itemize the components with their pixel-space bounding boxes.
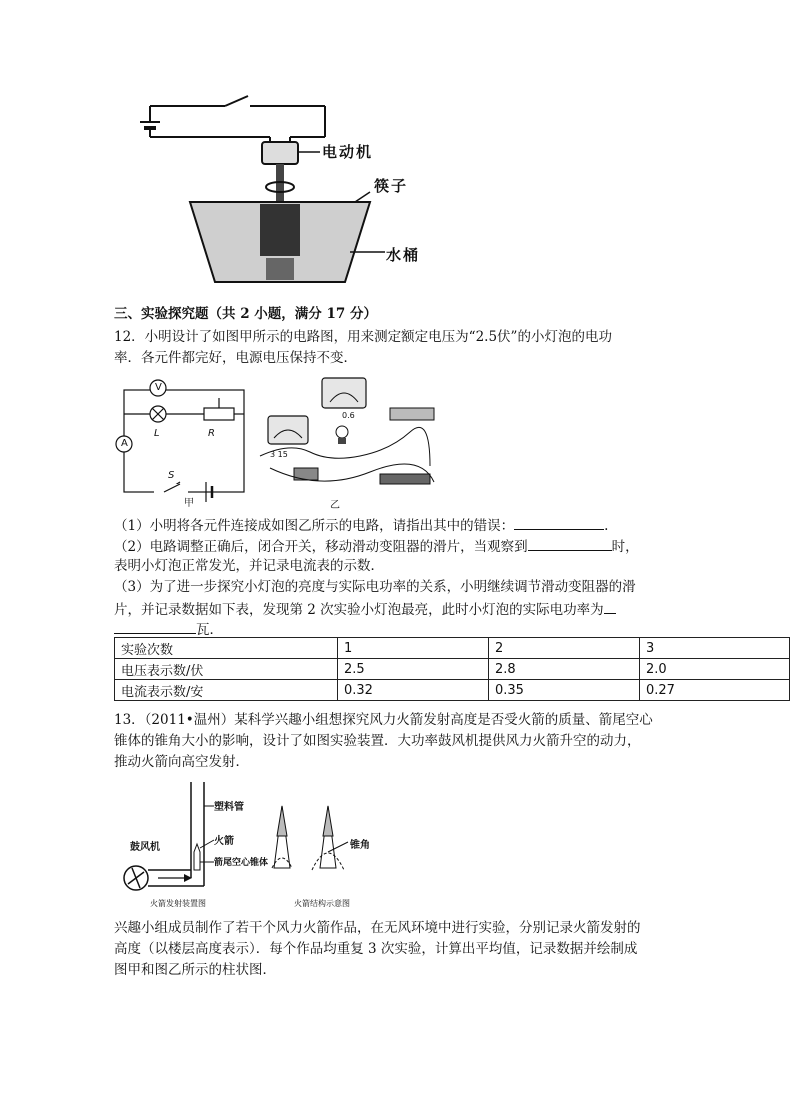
table-cell: 2: [489, 638, 640, 659]
figure-yi-caption: 乙: [330, 500, 340, 511]
rocket-structure-caption: 火箭结构示意图: [294, 899, 350, 908]
q13-line1: 13．（2011•温州）某科学兴趣小组想探究风力火箭发射高度是否受火箭的质量、箭尾空心: [114, 712, 653, 728]
table-cell: 0.27: [640, 680, 790, 701]
q12-line1: 12．小明设计了如图甲所示的电路图，用来测定额定电压为“2.5伏”的小灯泡的电功: [114, 329, 612, 345]
table-cell: 3: [640, 638, 790, 659]
q12-sub3-text-c: 瓦．: [196, 622, 223, 638]
resistor-label: R: [208, 428, 215, 439]
answer-blank-3b[interactable]: [114, 618, 196, 634]
table-cell: 2.0: [640, 659, 790, 680]
q13-para-line2: 高度（以楼层高度表示）．每个作品均重复 3 次实验，计算出平均值，记录数据并绘制成: [114, 941, 638, 957]
q13-para-line3: 图甲和图乙所示的柱状图．: [114, 962, 276, 978]
q13-line2: 锥体的锥角大小的影响，设计了如图实验装置．大功率鼓风机提供风力火箭升空的动力，: [114, 733, 641, 749]
switch-label: S: [168, 470, 175, 481]
q12-sub3-line1: （3）为了进一步探究小灯泡的亮度与实际电功率的关系，小明继续调节滑动变阻器的滑: [114, 579, 636, 595]
q12-sub2-line2: 表明小灯泡正常发光，并记录电流表的示数．: [114, 558, 384, 574]
table-cell: 电流表示数/安: [115, 680, 338, 701]
q12-sub2: [114, 535, 639, 557]
q12-sub3-text-b: 片，并记录数据如下表，发现第 2 次实验小灯泡最亮，此时小灯泡的实际电功率为: [114, 602, 604, 618]
voltmeter-symbol: V: [155, 382, 162, 393]
table-cell: 0.32: [338, 680, 489, 701]
table-cell: 1: [338, 638, 489, 659]
plastic-tube-label: 塑料管: [214, 802, 244, 813]
table-cell: 0.35: [489, 680, 640, 701]
q13-line3: 推动火箭向高空发射．: [114, 754, 249, 770]
answer-blank-3a[interactable]: [604, 598, 616, 614]
lamp-label: L: [154, 428, 160, 439]
table-cell: 实验次数: [115, 638, 338, 659]
cone-tail-label: 箭尾空心锥体: [214, 858, 269, 868]
experiment-data-table: [114, 637, 790, 701]
table-row: [115, 680, 790, 701]
table-cell: 2.5: [338, 659, 489, 680]
q12-sub1-end: .: [604, 518, 609, 534]
table-row: [115, 659, 790, 680]
q12-sub2-text-b: 时，: [611, 539, 639, 555]
voltmeter-terminals: 3 15: [270, 450, 288, 459]
chopstick-label: 筷子: [374, 177, 409, 195]
launch-device-caption: 火箭发射装置图: [150, 899, 206, 908]
answer-blank-2[interactable]: [528, 535, 612, 551]
q12-sub2-text-a: （2）电路调整正确后，闭合开关，移动滑动变阻器的滑片，当观察到: [114, 539, 528, 555]
ammeter-terminal: 0.6: [342, 411, 355, 420]
figure-jia-caption: 甲: [184, 498, 194, 509]
q12-sub1: [114, 514, 608, 536]
section-heading: 三、实验探究题（共 2 小题，满分 17 分）: [114, 306, 377, 322]
table-row: [115, 638, 790, 659]
q13-para-line1: 兴趣小组成员制作了若干个风力火箭作品，在无风环境中进行实验，分别记录火箭发射的: [114, 920, 641, 936]
bucket-label: 水桶: [386, 246, 421, 264]
rocket-label: 火箭: [214, 836, 234, 847]
circuit-photo-yi: [250, 372, 440, 504]
table-cell: 2.8: [489, 659, 640, 680]
circuit-diagram-jia: [114, 372, 264, 507]
blower-label: 鼓风机: [130, 842, 160, 853]
q12-sub3-line2: [114, 598, 616, 620]
cone-angle-label: 锥角: [350, 840, 370, 851]
ammeter-symbol: A: [121, 438, 128, 449]
q12-line2: 率．各元件都完好，电源电压保持不变．: [114, 350, 357, 366]
motor-label: 电动机: [322, 143, 374, 161]
q12-sub1-text: （1）小明将各元件连接成如图乙所示的电路，请指出其中的错误：: [114, 518, 515, 534]
table-cell: 电压表示数/伏: [115, 659, 338, 680]
answer-blank-1[interactable]: [514, 514, 604, 530]
rocket-launch-figure: [114, 778, 374, 894]
